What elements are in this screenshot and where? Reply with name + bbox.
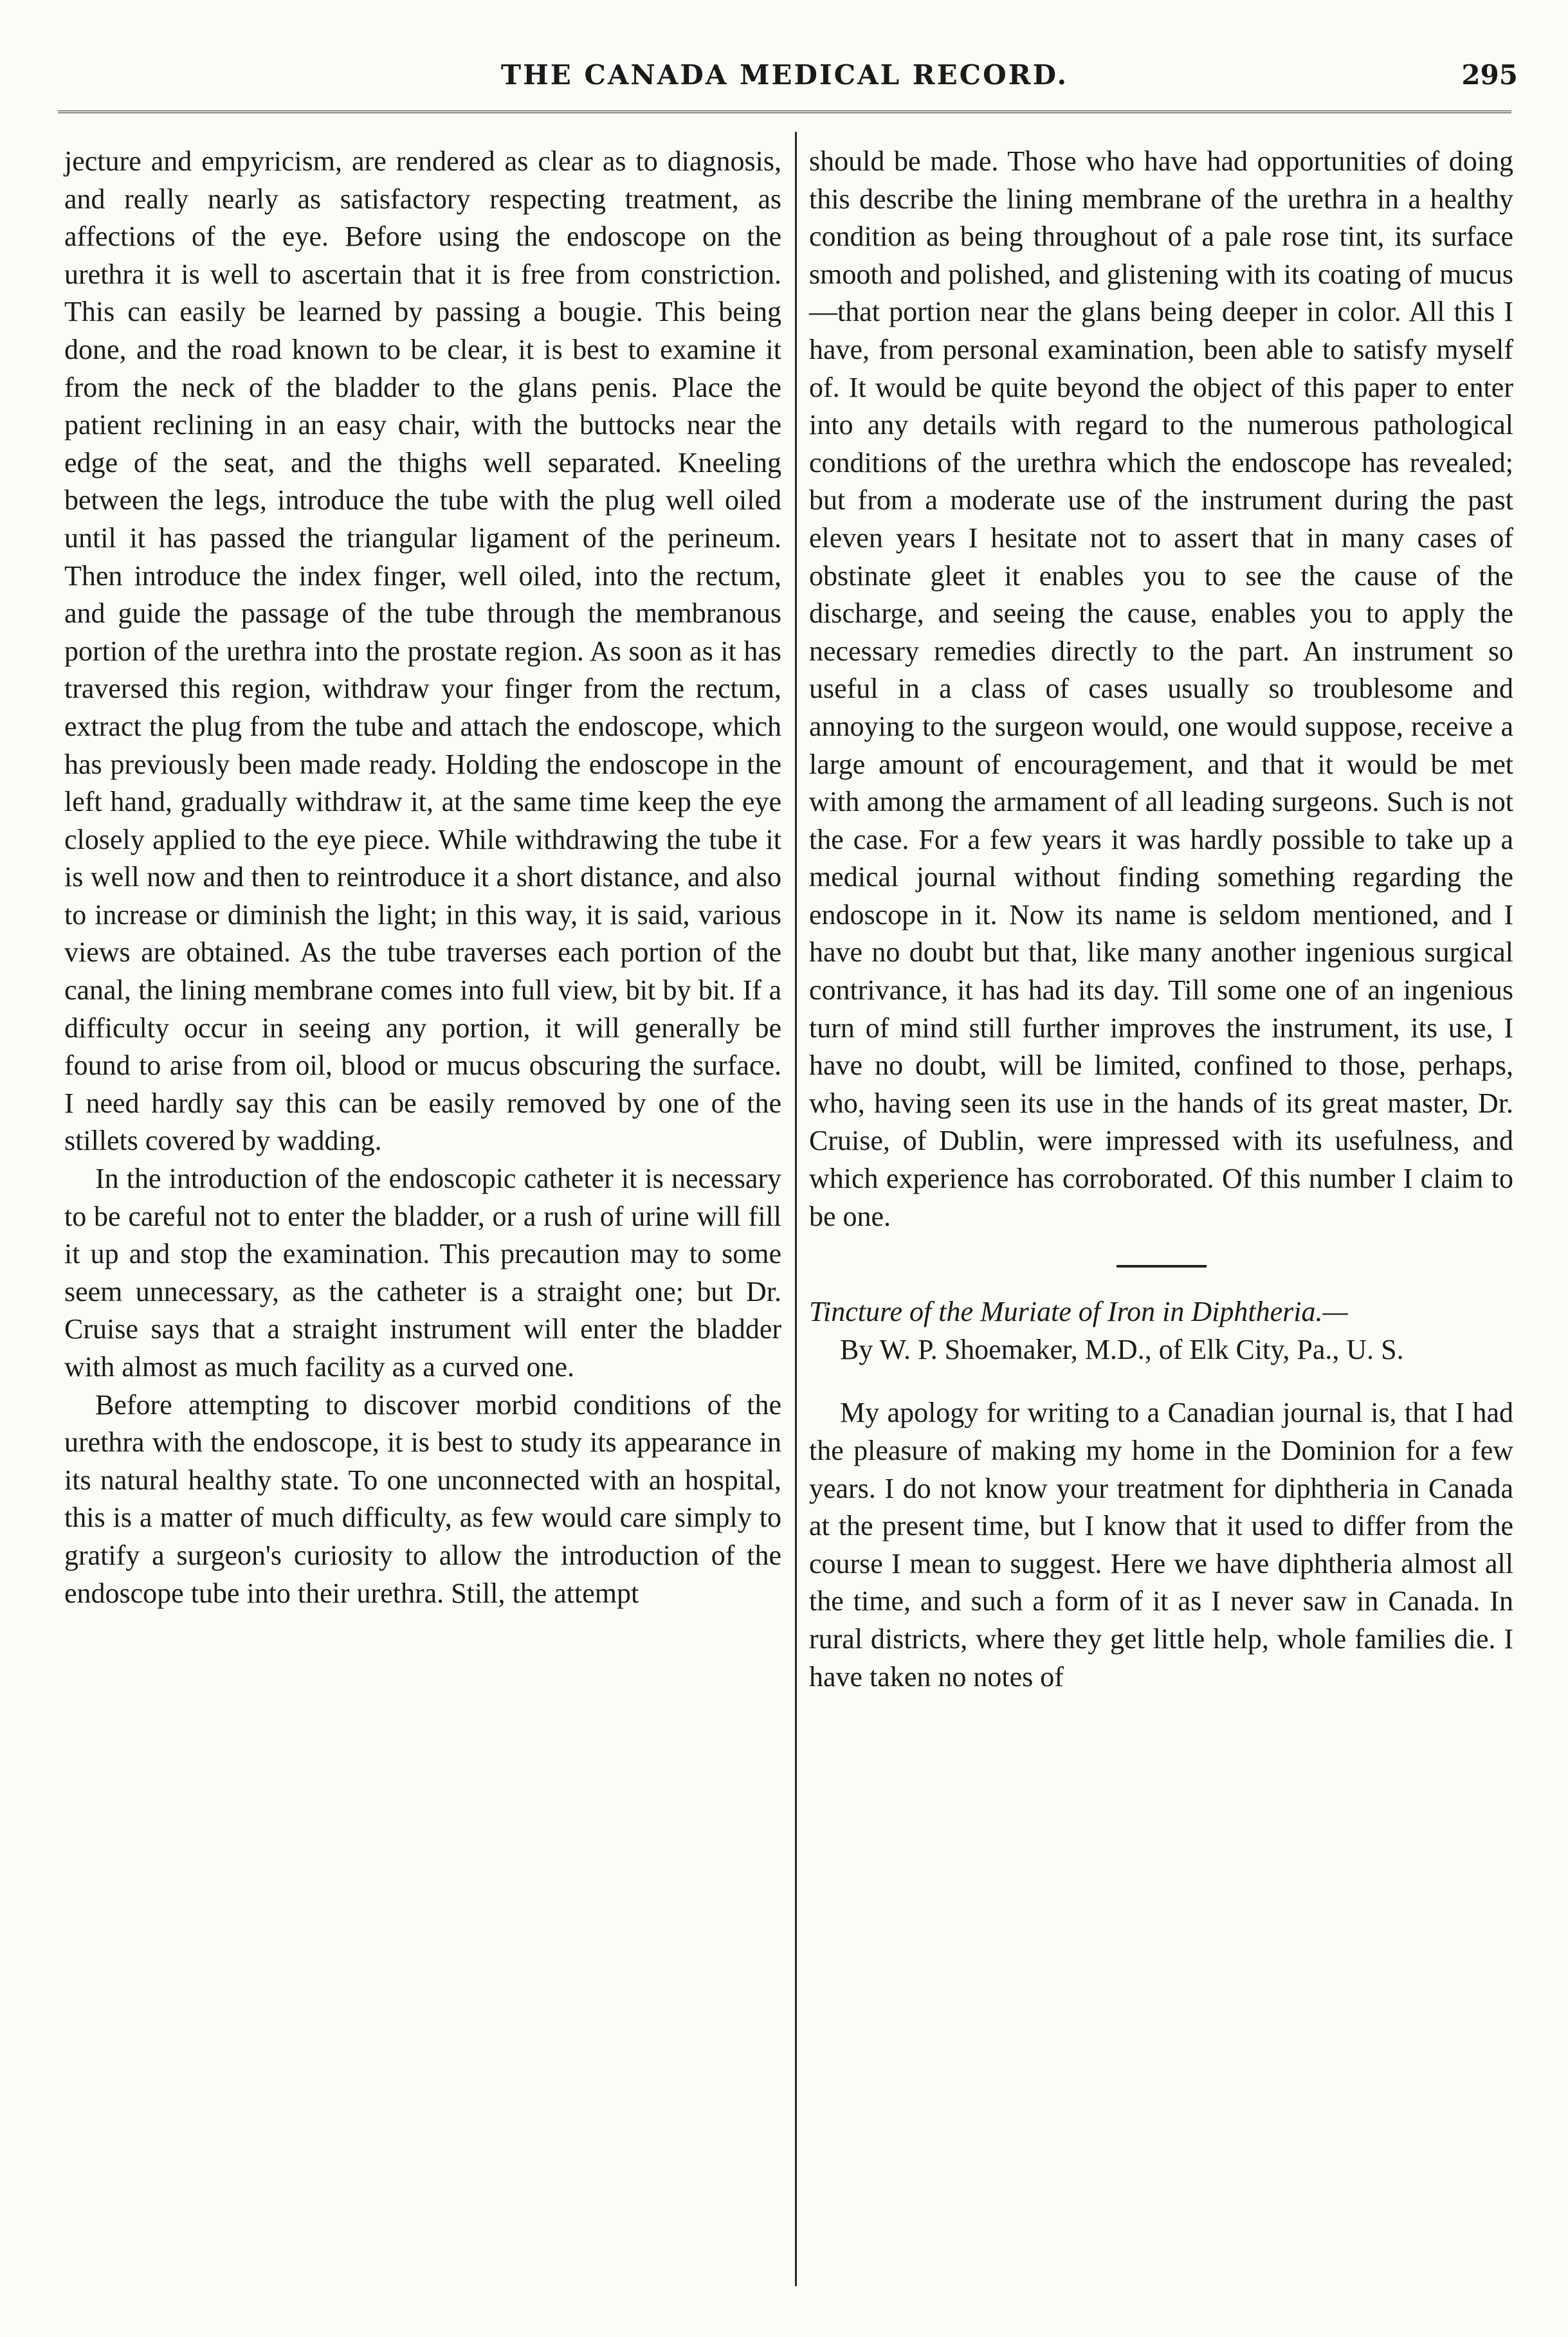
column-divider (795, 132, 797, 2286)
article-heading (809, 1293, 1513, 1369)
heading-gap (809, 1369, 1513, 1394)
left-paragraph-3: Before attempting to discover morbid conditions of the urethra with the endoscope, it is best to study its appearance in its natural healthy state. To one unconnected with an hospital, this is a matter of much difficulty, as few would care simply to gratify a surgeon's curiosity to allow the introduction of the endoscope tube into their urethra. Still, the attempt (64, 1388, 781, 1609)
article-title: Tincture of the Muriate of Iron in Diphtheria.— (809, 1296, 1348, 1328)
left-paragraph-2: In the introduction of the endoscopic catheter it is necessary to be careful not to enter the bladder, or a rush of urine will fill it up and stop the examination. This precaution may to some seem unnecessary, as the catheter is a straight one; but Dr. Cruise says that a straight instrument will enter the bladder with almost as much facility as a curved one. (64, 1163, 781, 1383)
article-divider (1117, 1265, 1207, 1268)
right-column (809, 143, 1513, 1696)
article-body: My apology for writing to a Canadian journal is, that I had the pleasure of making my home in the Dominion for a few years. I do not know your treatment for diphtheria in Canada at the present time, but I know that it used to differ from the course I mean to suggest. Here we have diphtheria almost all the time, and such a form of it as I never saw in Canada. In rural districts, where they get little help, whole families die. I have taken no notes of (809, 1397, 1513, 1693)
article-byline: By W. P. Shoemaker, M.D., of Elk City, Pa., U. S. (840, 1333, 1404, 1365)
left-paragraph-1: jecture and empyricism, are rendered as clear as to diagnosis, and really nearly as satisfactory respecting treatment, as affections of the eye. Before using the endoscope on the urethra it is well to ascertain that it is free from constriction. This can easily be learned by passing a bougie. This being done, and the road known to be clear, it is best to examine it from the neck of the bladder to the glans penis. Place the patient reclining in an easy chair, with the buttocks near the edge of the seat, and the thighs well separated. Kneeling between the legs, introduce the tube with the plug well oiled until it has passed the triangular ligament of the perineum. Then introduce the index finger, well oiled, into the rectum, and guide the passage of the tube through the membranous portion of the urethra into the prostate region. As soon as it has traversed this region, withdraw your finger from the rectum, extract the plug from the tube and attach the endoscope, which has previously been made ready. Holding the endoscope in the left hand, gradually withdraw it, at the same time keep the eye closely applied to the eye piece. While withdrawing the tube it is well now and then to reintroduce it a short distance, and also to increase or diminish the light; in this way, it is said, various views are obtained. As the tube traverses each portion of the canal, the lining membrane comes into full view, bit by bit. If a difficulty occur in seeing any portion, it will generally be found to arise from oil, blood or mucus obscuring the surface. I need hardly say this can be easily removed by one of the stillets covered by wadding. (64, 145, 781, 1157)
right-paragraph-1: should be made. Those who have had opportunities of doing this describe the lining membrane of the urethra in a healthy condition as being throughout of a pale rose tint, its surface smooth and polished, and glistening with its coating of mucus—that portion near the glans being deeper in color. All this I have, from personal examination, been able to satisfy myself of. It would be quite beyond the object of this paper to enter into any details with regard to the numerous pathological conditions of the urethra which the endoscope has revealed; but from a moderate use of the instrument during the past eleven years I hesitate not to assert that in many cases of obstinate gleet it enables you to see the cause of the discharge, and seeing the cause, enables you to apply the necessary remedies directly to the part. An instrument so useful in a class of cases usually so troublesome and annoying to the surgeon would, one would suppose, receive a large amount of encouragement, and that it would be met with among the armament of all leading surgeons. Such is not the case. For a few years it was hardly possible to take up a medical journal without finding something regarding the endoscope in it. Now its name is seldom mentioned, and I have no doubt but that, like many another ingenious surgical contrivance, it has had its day. Till some one of an ingenious turn of mind still further improves the instrument, its use, I have no doubt, will be limited, confined to those, perhaps, who, having seen its use in the hands of its great master, Dr. Cruise, of Dublin, were impressed with its usefulness, and which experience has corroborated. Of this number I claim to be one. (809, 145, 1513, 1232)
running-title: THE CANADA MEDICAL RECORD. (500, 59, 1069, 91)
page-number: 295 (1461, 59, 1518, 91)
header-rule (58, 111, 1511, 113)
left-column (64, 143, 781, 1612)
page-header (51, 53, 1518, 98)
